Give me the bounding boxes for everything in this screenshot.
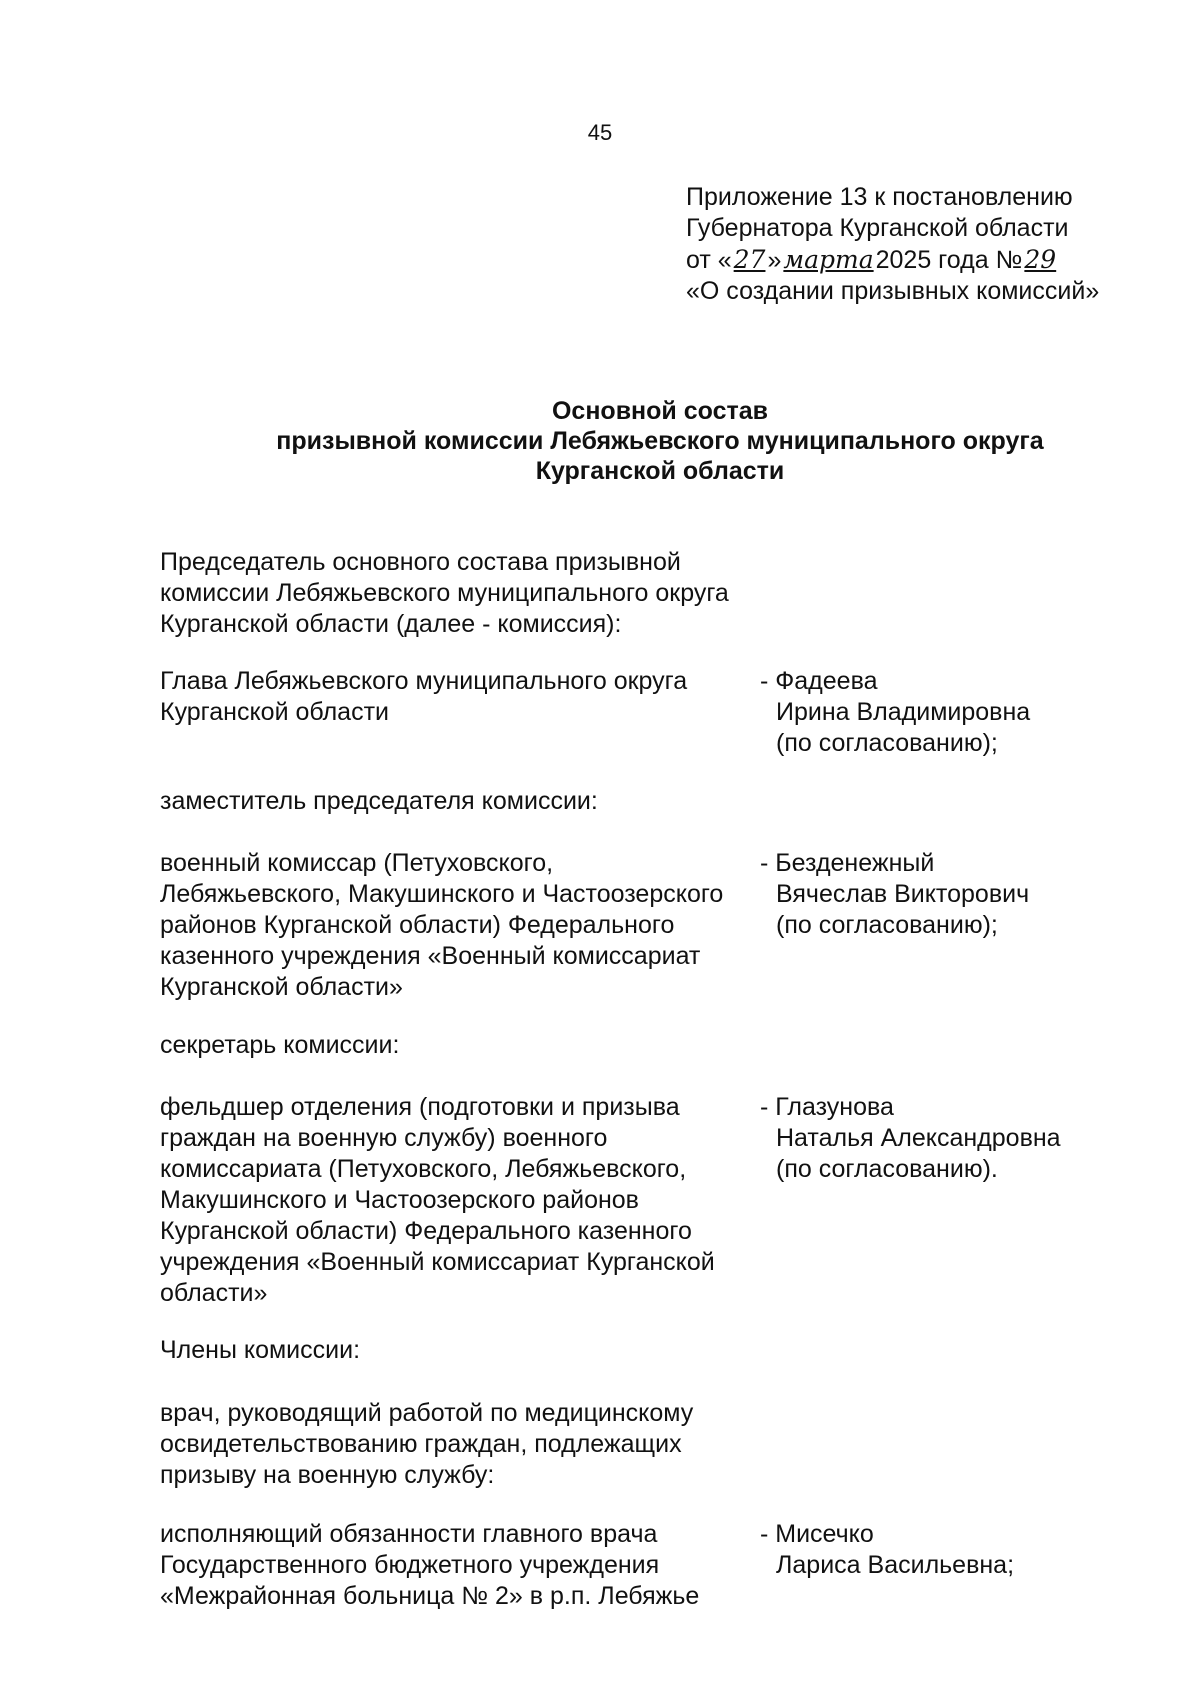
title-line-3: Курганской области [535,457,785,485]
person-surname: - Безденежный [760,849,935,877]
position-line: Курганской области [160,698,390,726]
chairman-intro [160,547,729,640]
person-name: Лариса Васильевна; [776,1551,1015,1579]
secretary-position [160,1092,760,1309]
position-line: Курганской области) Федерального казенного [160,1217,692,1245]
person-name: Ирина Владимировна [776,698,1031,726]
doctor-person [760,1519,1060,1581]
appendix-line-3 [686,244,1099,276]
doctor-label-line: призыву на военную службу: [160,1461,495,1489]
position-line: исполняющий обязанности главного врача [160,1520,658,1548]
appendix-line-4: «О создании призывных комиссий» [686,277,1100,305]
title-line-2: призывной комиссии Лебяжьевского муниципального округа [276,427,1044,455]
date-mid: » [767,246,782,274]
title-line-1: Основной состав [551,397,769,425]
members-label: Члены комиссии: [160,1336,361,1364]
position-line: Макушинского и Частоозерского районов [160,1186,639,1214]
position-line: «Межрайонная больница № 2» в р.п. Лебяжье [160,1582,700,1610]
chair-person [760,666,1060,759]
position-line: казенного учреждения «Военный комиссариат [160,942,701,970]
doctor-label-line: освидетельствованию граждан, подлежащих [160,1430,682,1458]
deputy-position [160,848,760,1003]
person-note: (по согласованию); [776,911,998,939]
handwritten-month: марта [783,245,874,274]
position-line: Курганской области» [160,973,403,1001]
intro-line-1: Председатель основного состава призывной [160,548,681,576]
intro-line-2: комиссии Лебяжьевского муниципального округа [160,579,729,607]
handwritten-doc-number: 29 [1024,245,1057,274]
person-name: Вячеслав Викторович [776,880,1030,908]
secretary-person [760,1092,1060,1185]
person-surname: - Фадеева [760,667,878,695]
person-note: (по согласованию); [776,729,998,757]
page-number: 45 [587,120,613,145]
document-title [0,396,1200,486]
position-line: области» [160,1279,268,1307]
position-line: Глава Лебяжьевского муниципального округа [160,667,688,695]
doctor-label-line: врач, руководящий работой по медицинскому [160,1399,694,1427]
appendix-line-1: Приложение 13 к постановлению [686,183,1073,211]
person-surname: - Глазунова [760,1093,894,1121]
position-line: районов Курганской области) Федерального [160,911,675,939]
appendix-line-2: Губернатора Курганской области [686,214,1069,242]
doctor-position [160,1519,760,1612]
person-surname: - Мисечко [760,1520,874,1548]
secretary-label: секретарь комиссии: [160,1031,400,1059]
position-line: учреждения «Военный комиссариат Курганской [160,1248,715,1276]
position-line: граждан на военную службу) военного [160,1124,608,1152]
doctor-label [160,1398,693,1491]
deputy-label: заместитель председателя комиссии: [160,787,598,815]
date-year: 2025 года № [875,246,1023,274]
chair-position [160,666,760,728]
position-line: Государственного бюджетного учреждения [160,1551,660,1579]
appendix-header [686,182,1099,307]
person-note: (по согласованию). [776,1155,998,1183]
position-line: комиссариата (Петуховского, Лебяжьевского, [160,1155,687,1183]
position-line: фельдшер отделения (подготовки и призыва [160,1093,680,1121]
person-name: Наталья Александровна [776,1124,1061,1152]
handwritten-day: 27 [733,245,766,274]
intro-line-3: Курганской области (далее - комиссия): [160,610,622,638]
deputy-person [760,848,1060,941]
position-line: Лебяжьевского, Макушинского и Частоозерского [160,880,724,908]
position-line: военный комиссар (Петуховского, [160,849,554,877]
date-prefix: от « [686,246,732,274]
